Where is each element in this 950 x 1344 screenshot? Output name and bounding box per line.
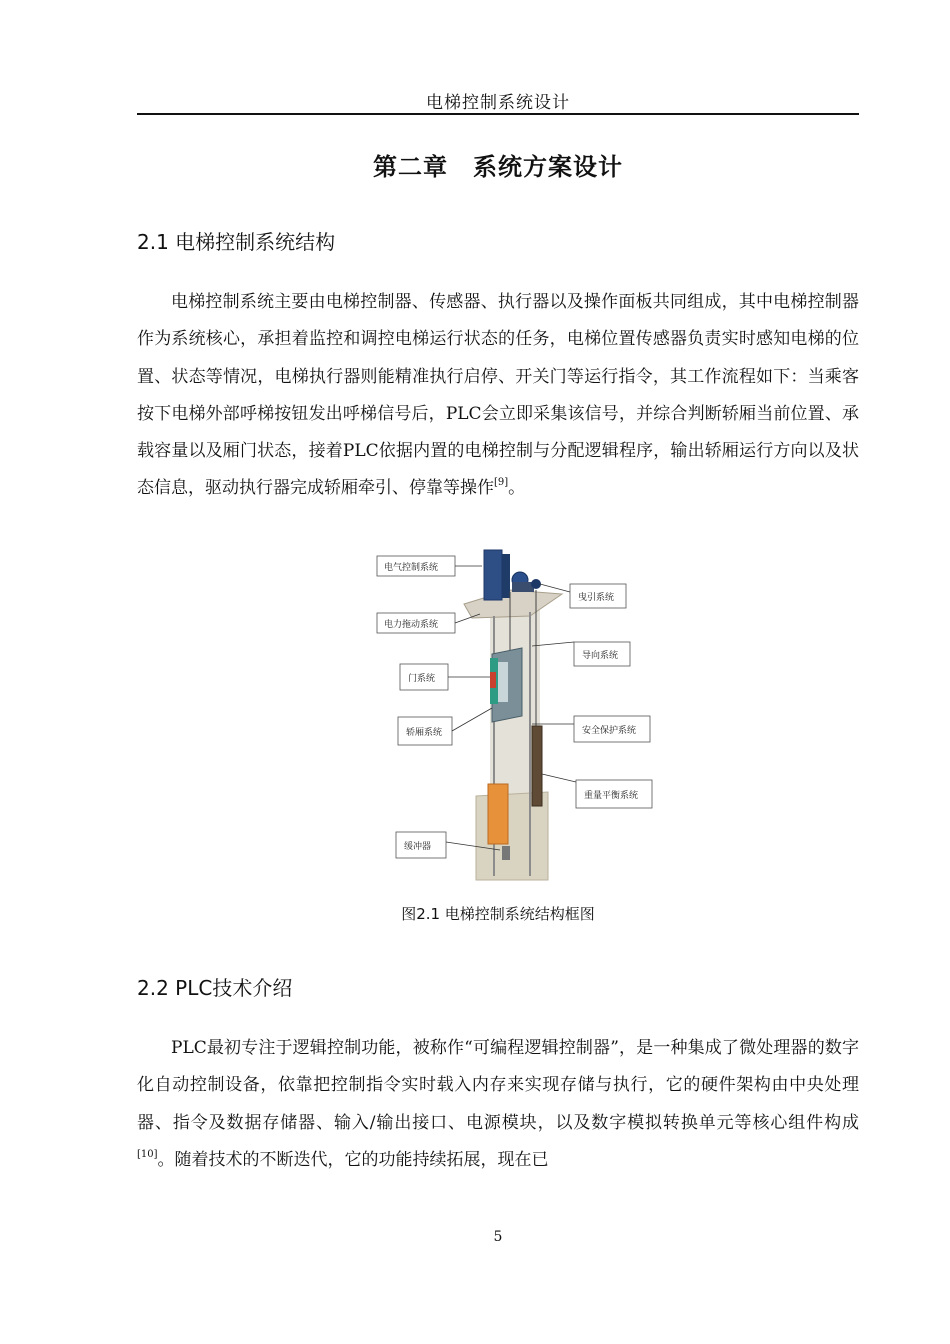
control-cabinet [484,550,502,600]
header-rule [137,113,859,115]
citation-9: [9] [494,477,509,489]
section-heading-2-1: 2.1 电梯控制系统结构 [137,230,336,254]
page-number: 5 [493,1229,503,1245]
counterweight [532,726,542,806]
label-text-traction: 曳引系统 [578,593,615,603]
elevator-structure-figure [372,546,664,884]
paragraph-text: PLC最初专注于逻辑控制功能，被称作“可编程逻辑控制器”，是一种集成了微处理器的数字化自动控制设备，依靠把控制指令实时载入内存来实现存储与执行，它的硬件架构由中央处理器、指令及数据存储器、输入/输出接口、电源模块，以及数字模拟转换单元等核心组件构成 [137,1038,859,1133]
section-heading-2-2: 2.2 PLC技术介绍 [137,976,293,1000]
label-text-safety: 安全保护系统 [582,726,637,736]
chapter-title: 第二章 系统方案设计 [373,153,623,181]
traction-motor [512,582,534,592]
section-2-1-paragraph [137,284,859,508]
label-text-power-drive: 电力拖动系统 [384,620,439,630]
label-text-buffer: 缓冲器 [404,842,432,852]
paragraph-end: 。随着技术的不断迭代，它的功能持续拓展，现在已 [157,1149,549,1170]
citation-10: [10] [137,1148,158,1160]
buffer-base [502,846,510,860]
deflector-sheave [531,579,541,589]
label-text-counterweight: 重量平衡系统 [584,791,639,801]
paragraph-text: 电梯控制系统主要由电梯控制器、传感器、执行器以及操作面板共同组成，其中电梯控制器作为系统核心，承担着监控和调控电梯运行状态的任务，电梯位置传感器负责实时感知电梯的位置、状态等情况，电梯执行器则能精准执行启停、开关门等运行指令，其工作流程如下：当乘客按下电梯外部呼梯按钮发出呼梯信号后，PLC会立即采集该信号，并综合判断轿厢当前位置、承载容量以及厢门状态，接着PLC依据内置的电梯控制与分配逻辑程序，输出轿厢运行方向以及状态信息，驱动执行器完成轿厢牵引、停靠等操作 [137,292,859,499]
label-text-car: 轿厢系统 [406,728,443,738]
paragraph-end: 。 [508,478,526,499]
running-header: 电梯控制系统设计 [426,93,570,113]
label-text-electrical-control: 电气控制系统 [384,563,439,573]
label-text-door: 门系统 [408,674,436,684]
section-2-2-paragraph [137,1030,859,1179]
landing-door [490,672,496,688]
label-text-guide: 导向系统 [582,651,619,661]
control-cabinet-side [502,554,510,598]
figure-caption: 图2.1 电梯控制系统结构框图 [401,905,595,923]
car-buffer [488,784,508,844]
